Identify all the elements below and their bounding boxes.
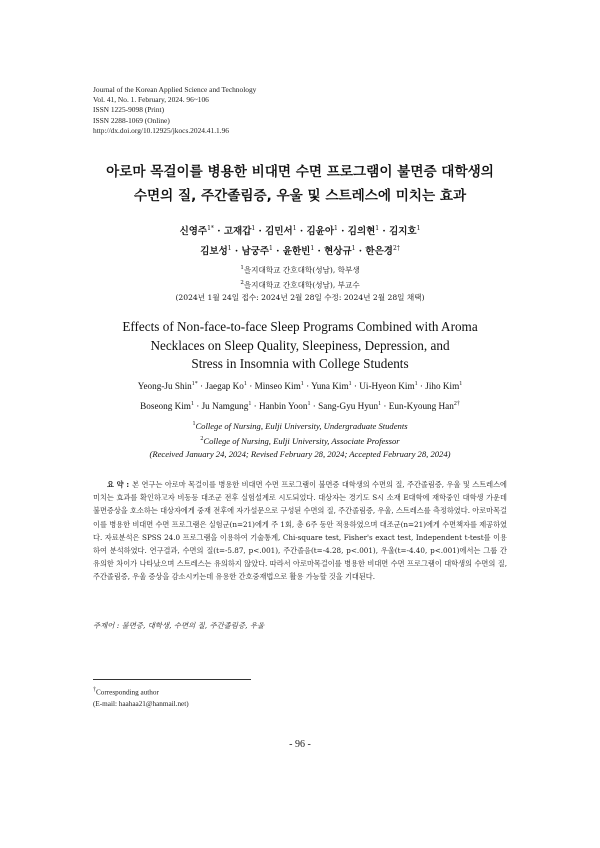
author-separator: · xyxy=(231,246,242,258)
korean-author-name: 현상규 xyxy=(324,246,352,258)
page-number: - 96 - xyxy=(289,739,311,750)
korean-affiliation-1: $^1$을지대학교 간호대학(성남), 학부생 xyxy=(240,265,360,275)
english-author-name: Yuna Kim xyxy=(311,381,349,392)
korean-author-name: 남궁주 xyxy=(241,246,270,258)
journal-header xyxy=(93,85,256,136)
korean-authors-row-2 xyxy=(0,240,600,260)
issn-print: ISSN 1225-9098 (Print) xyxy=(93,105,165,115)
english-author-affiliation-mark: 1 xyxy=(243,381,247,387)
english-authors xyxy=(0,376,600,415)
abstract-label: 요 약 : xyxy=(107,480,130,489)
korean-author-affiliation-mark: 1* xyxy=(207,225,214,232)
english-author-affiliation-mark: 1 xyxy=(459,381,463,387)
korean-author-affiliation-mark: 1 xyxy=(227,245,232,253)
english-author-name: Hanbin Yoon xyxy=(258,400,308,411)
english-authors-row-2 xyxy=(0,396,600,416)
korean-author-affiliation-mark: 1 xyxy=(251,225,256,232)
author-separator: · xyxy=(310,400,319,411)
author-separator: · xyxy=(303,381,312,392)
author-separator: · xyxy=(213,226,224,238)
author-separator: · xyxy=(351,381,360,392)
korean-author-affiliation-mark: 1 xyxy=(310,245,315,253)
korean-author-name: 고재갑 xyxy=(223,226,252,238)
footnote-divider xyxy=(93,679,251,680)
english-title xyxy=(0,318,600,374)
korean-affiliation-2: $^2$을지대학교 간호대학(성남), 부교수 xyxy=(240,280,360,290)
author-separator: · xyxy=(197,381,206,392)
issn-online: ISSN 2288-1069 (Online) xyxy=(93,115,170,125)
english-author-name: Boseong Kim xyxy=(140,400,191,411)
korean-author-name: 김윤아 xyxy=(306,226,334,238)
english-author-affiliation-mark: 1 xyxy=(414,381,418,387)
korean-author-name: 윤한빈 xyxy=(282,246,311,258)
english-affiliation-1: $^1$College of Nursing, Eulji University, Undergraduate Students xyxy=(192,420,408,431)
english-author-name: Sang-Gyu Hyun xyxy=(318,400,379,411)
author-separator: · xyxy=(379,226,390,238)
korean-authors xyxy=(0,220,600,260)
korean-title-line-2: 수면의 질, 주간졸림증, 우울 및 스트레스에 미치는 효과 xyxy=(133,188,467,204)
korean-affiliations xyxy=(0,262,600,305)
keywords: 주제어 : 불면증, 대학생, 수면의 질, 주간졸림증, 우울 xyxy=(93,621,265,630)
author-separator: · xyxy=(296,226,307,238)
doi-link[interactable]: http://dx.doi.org/10.12925/jkocs.2024.41.1.96 xyxy=(93,125,229,135)
english-author-affiliation-mark: 1 xyxy=(348,381,352,387)
english-author-affiliation-mark: 1 xyxy=(307,400,311,407)
korean-author-affiliation-mark: 1 xyxy=(416,225,421,232)
korean-author-name: 김민서 xyxy=(265,226,293,238)
korean-author-name: 김의현 xyxy=(347,226,376,238)
english-affiliation-2: $^2$College of Nursing, Eulji University, Associate Professor xyxy=(200,435,400,446)
journal-volume: Vol. 41, No. 1. February, 2024. 96~106 xyxy=(93,95,209,105)
author-separator: · xyxy=(272,246,283,258)
author-separator: · xyxy=(355,246,366,258)
english-author-name: Eun-Kyoung Han xyxy=(388,400,454,411)
abstract-text: 본 연구는 아로마 목걸이를 병용한 비대면 수면 프로그램이 불면증 대학생의 수면의 질, 주간졸림증, 우울 및 스트레스에 미치는 효과를 확인하고자 비동등 대조군 전후 실험설계로 시도되었다. 대상자는 경기도 S시 소재 E대학에 재학중인 대학생 가운데 불면증상을 호소하는 대상자에게 중재 전후에 자가설문으로 구성된 수면의 질, 주간졸림증, 우울, 스트레스를 측정하였다. 아로마목걸이를 병용한 비대면 수면 프로그램은 실험군(n=21)에게 주 1회, 총 6주 동안 적용하였으며 대조군(n=21)에게 수면책자를 제공하였다. 자료분석은 SPSS 24.0 프로그램을 이용하여 기술통계, Chi-square test, Fisher's exact test, Independent t-test를 이용하여 분석하였다. 연구결과, 수면의 질(t=-5.87, p<.001), 주간졸음(t=-4.28, p<.001), 우울(t=-4.40, p<.001)에서는 그룹 간 유의한 차이가 나타났으며 스트레스는 유의하지 않았다. 따라서 아로마목걸이를 병용한 비대면 수면 프로그램이 대학생의 수면의 질, 주간졸림증, 우울 증상을 감소시키는데 유용한 간호중재법으로 활용 가능할 것을 기대된다. xyxy=(93,480,507,582)
english-author-name: Jiho Kim xyxy=(425,381,460,392)
english-author-affiliation-mark: 1 xyxy=(378,400,382,407)
english-author-name: Yeong-Ju Shin xyxy=(137,381,192,392)
author-separator: · xyxy=(255,226,266,238)
english-author-name: Ju Namgung xyxy=(201,400,249,411)
footnote xyxy=(93,684,189,710)
author-separator: · xyxy=(246,381,255,392)
author-separator: · xyxy=(381,400,389,411)
english-author-name: Jaegap Ko xyxy=(205,381,244,392)
korean-author-affiliation-mark: 1 xyxy=(269,245,273,253)
journal-name: Journal of the Korean Applied Science and Technology xyxy=(93,85,257,94)
corresponding-author-note: †Corresponding author xyxy=(93,687,159,697)
english-author-name: Minseo Kim xyxy=(254,381,301,392)
author-separator: · xyxy=(251,400,259,411)
corresponding-email[interactable]: (E-mail: haahaa21@hanmail.net) xyxy=(93,700,189,709)
english-author-affiliation-mark: 2† xyxy=(453,400,460,407)
english-author-affiliation-mark: 1* xyxy=(191,381,198,387)
korean-author-affiliation-mark: 2† xyxy=(392,245,400,253)
korean-authors-row-1 xyxy=(0,220,600,240)
abstract xyxy=(93,478,507,584)
english-authors-row-1 xyxy=(0,376,600,396)
english-author-affiliation-mark: 1 xyxy=(248,400,252,407)
english-title-line-2: Necklaces on Sleep Quality, Sleepiness, Depression, and xyxy=(150,337,450,353)
korean-title-line-1: 아로마 목걸이를 병용한 비대면 수면 프로그램이 불면증 대학생의 xyxy=(106,164,494,180)
english-author-name: Ui-Hyeon Kim xyxy=(359,381,415,392)
korean-dates: (2024년 1월 24일 접수: 2024년 2월 28일 수정: 2024년 2월 28일 채택) xyxy=(175,293,425,303)
korean-author-name: 한은경 xyxy=(365,246,393,258)
author-separator: · xyxy=(417,381,426,392)
korean-title xyxy=(0,160,600,208)
english-title-line-3: Stress in Insomnia with College Students xyxy=(191,356,409,371)
korean-author-name: 김보성 xyxy=(200,246,228,258)
korean-author-name: 김지호 xyxy=(389,226,417,238)
english-author-affiliation-mark: 1 xyxy=(300,381,304,387)
english-affiliations xyxy=(0,418,600,461)
author-separator: · xyxy=(314,246,325,258)
author-separator: · xyxy=(337,226,348,238)
korean-author-affiliation-mark: 1 xyxy=(334,225,338,232)
korean-author-affiliation-mark: 1 xyxy=(292,225,297,232)
english-dates: (Received January 24, 2024; Revised February 28, 2024; Accepted February 28, 2024) xyxy=(149,448,451,459)
korean-author-affiliation-mark: 1 xyxy=(351,245,356,253)
korean-author-affiliation-mark: 1 xyxy=(375,225,380,232)
english-author-affiliation-mark: 1 xyxy=(190,400,194,407)
korean-author-name: 신영주 xyxy=(179,226,208,238)
english-title-line-1: Effects of Non-face-to-face Sleep Programs Combined with Aroma xyxy=(122,319,478,334)
author-separator: · xyxy=(193,400,202,411)
